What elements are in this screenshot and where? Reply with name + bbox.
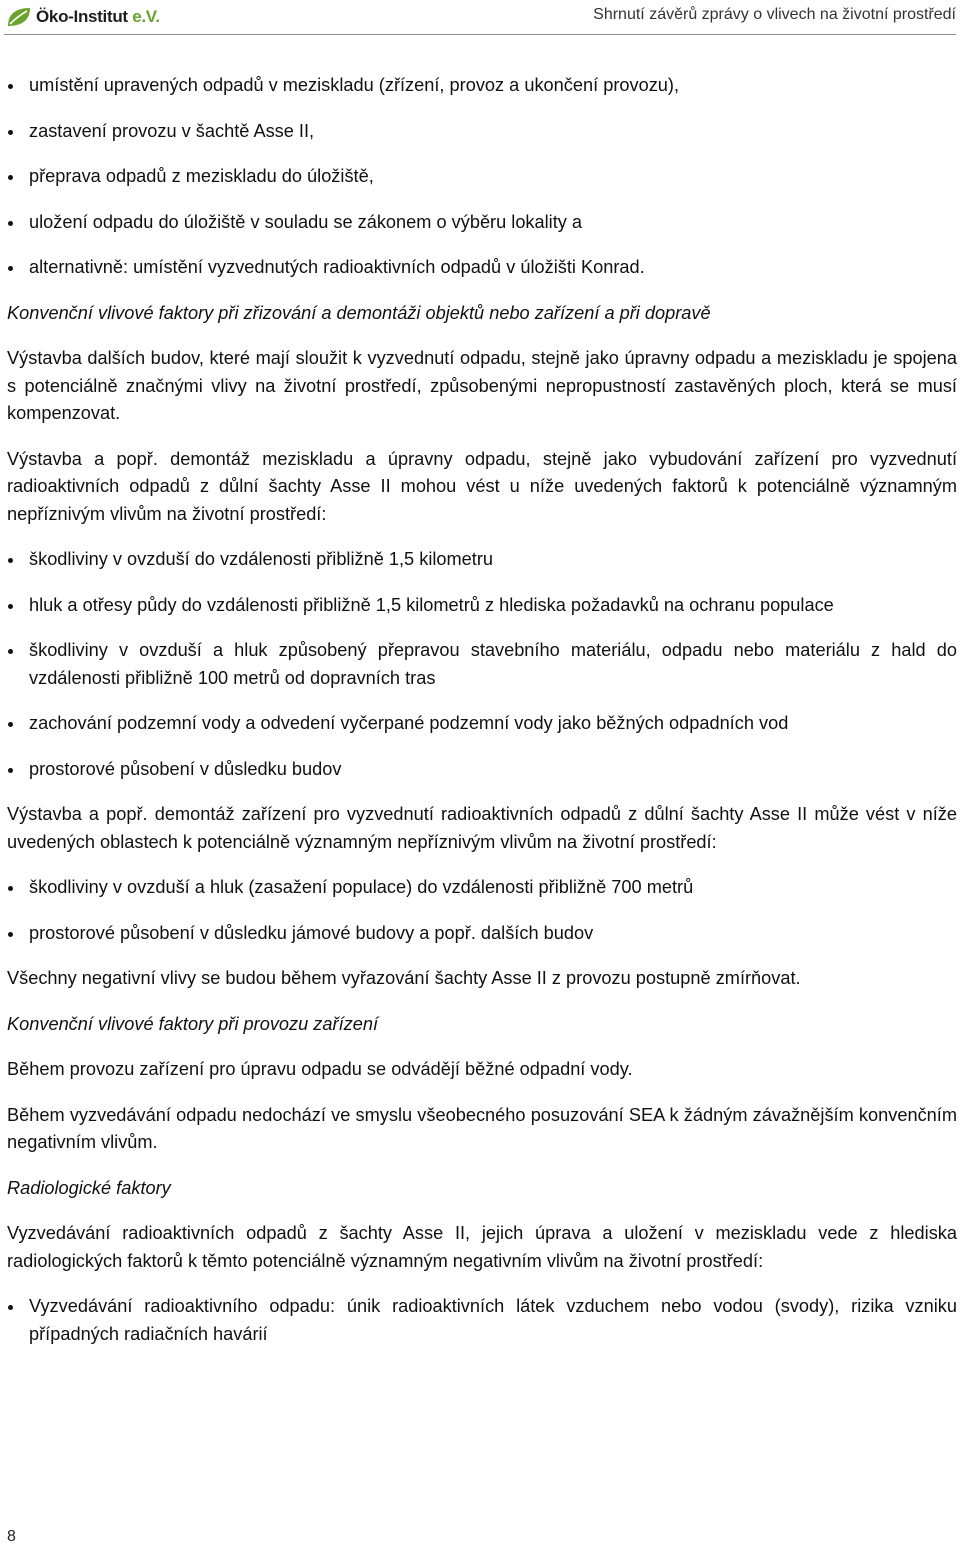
list-item: uložení odpadu do úložiště v souladu se zákonem o výběru lokality a (7, 209, 957, 237)
bullet-icon (8, 722, 13, 727)
document-title: Shrnutí závěrů zprávy o vlivech na životní prostředí (593, 6, 956, 23)
paragraph: Během provozu zařízení pro úpravu odpadu se odvádějí běžné odpadní vody. (7, 1059, 633, 1079)
section-heading: Konvenční vlivové faktory při zřizování a demontáži objektů nebo zařízení a při dopravě (7, 302, 711, 323)
list-item: Vyzvedávání radioaktivního odpadu: únik radioaktivních látek vzduchem nebo vodou (svody), rizika vzniku případných radiačních havárií (7, 1293, 957, 1348)
list-item: zachování podzemní vody a odvedení vyčerpané podzemní vody jako běžných odpadních vod (7, 710, 957, 738)
bullet-icon (8, 84, 13, 89)
list-item: škodliviny v ovzduší a hluk (zasažení populace) do vzdálenosti přibližně 700 metrů (7, 874, 957, 902)
list-item: alternativně: umístění vyzvednutých radioaktivních odpadů v úložišti Konrad. (7, 254, 957, 282)
leaf-logo-icon (6, 6, 32, 28)
bullet-icon (8, 130, 13, 135)
paragraph: Vyzvedávání radioaktivních odpadů z šachty Asse II, jejich úprava a uložení v meziskladu vede z hlediska radiologických faktorů k těmto potenciálně významným negativním vlivům na životní prostředí: (7, 1223, 957, 1271)
document-body (7, 72, 957, 1348)
paragraph: Výstavba dalších budov, které mají sloužit k vyzvednutí odpadu, stejně jako úpravny odpadu a meziskladu je spojena s potenciálně značnými vlivy na životní prostředí, způsobenými nepropustností zastavěných ploch, která se musí kompenzovat. (7, 348, 957, 423)
bullet-icon (8, 932, 13, 937)
bullet-list-retrieval-impacts (7, 874, 957, 947)
logo-text: Öko-Institut e.V. (36, 7, 160, 26)
list-item: škodliviny v ovzduší do vzdálenosti přibližně 1,5 kilometru (7, 546, 957, 574)
list-item: umístění upravených odpadů v meziskladu (zřízení, provoz a ukončení provozu), (7, 72, 957, 100)
bullet-icon (8, 604, 13, 609)
page-header (0, 0, 960, 40)
paragraph: Všechny negativní vlivy se budou během vyřazování šachty Asse II z provozu postupně zmírňovat. (7, 968, 801, 988)
bullet-list-radiological (7, 1293, 957, 1348)
bullet-icon (8, 221, 13, 226)
list-item: prostorové působení v důsledku budov (7, 756, 957, 784)
list-item: zastavení provozu v šachtě Asse II, (7, 118, 957, 146)
bullet-icon (8, 558, 13, 563)
bullet-icon (8, 886, 13, 891)
list-item: přeprava odpadů z meziskladu do úložiště, (7, 163, 957, 191)
paragraph: Výstavba a popř. demontáž zařízení pro vyzvednutí radioaktivních odpadů z důlní šachty Asse II může vést v níže uvedených oblastech k potenciálně významným nepříznivým vlivům na životní prostředí: (7, 804, 957, 852)
list-item: prostorové působení v důsledku jámové budovy a popř. dalších budov (7, 920, 957, 948)
oeko-institut-logo (6, 4, 160, 30)
page-number: 8 (7, 1528, 16, 1545)
section-heading: Radiologické faktory (7, 1177, 171, 1198)
paragraph: Výstavba a popř. demontáž meziskladu a úpravny odpadu, stejně jako vybudování zařízení pro vyzvednutí radioaktivních odpadů z důlní šachty Asse II mohou vést u níže uvedených faktorů k potenciálně významným nepříznivým vlivům na životní prostředí: (7, 448, 957, 524)
bullet-icon (8, 649, 13, 654)
bullet-list-stages (7, 72, 957, 282)
bullet-icon (8, 175, 13, 180)
list-item: hluk a otřesy půdy do vzdálenosti přibližně 1,5 kilometrů z hlediska požadavků na ochranu populace (7, 592, 957, 620)
bullet-icon (8, 266, 13, 271)
bullet-list-construction-impacts (7, 546, 957, 783)
bullet-icon (8, 768, 13, 773)
header-divider (4, 34, 956, 35)
logo-suffix: e.V. (132, 7, 160, 26)
bullet-icon (8, 1305, 13, 1310)
paragraph: Během vyzvedávání odpadu nedochází ve smyslu všeobecného posuzování SEA k žádným závažnějším konvenčním negativním vlivům. (7, 1104, 957, 1152)
section-heading: Konvenční vlivové faktory při provozu zařízení (7, 1013, 378, 1034)
list-item: škodliviny v ovzduší a hluk způsobený přepravou stavebního materiálu, odpadu nebo materiálu z hald do vzdálenosti přibližně 100 metrů od dopravních tras (7, 637, 957, 692)
